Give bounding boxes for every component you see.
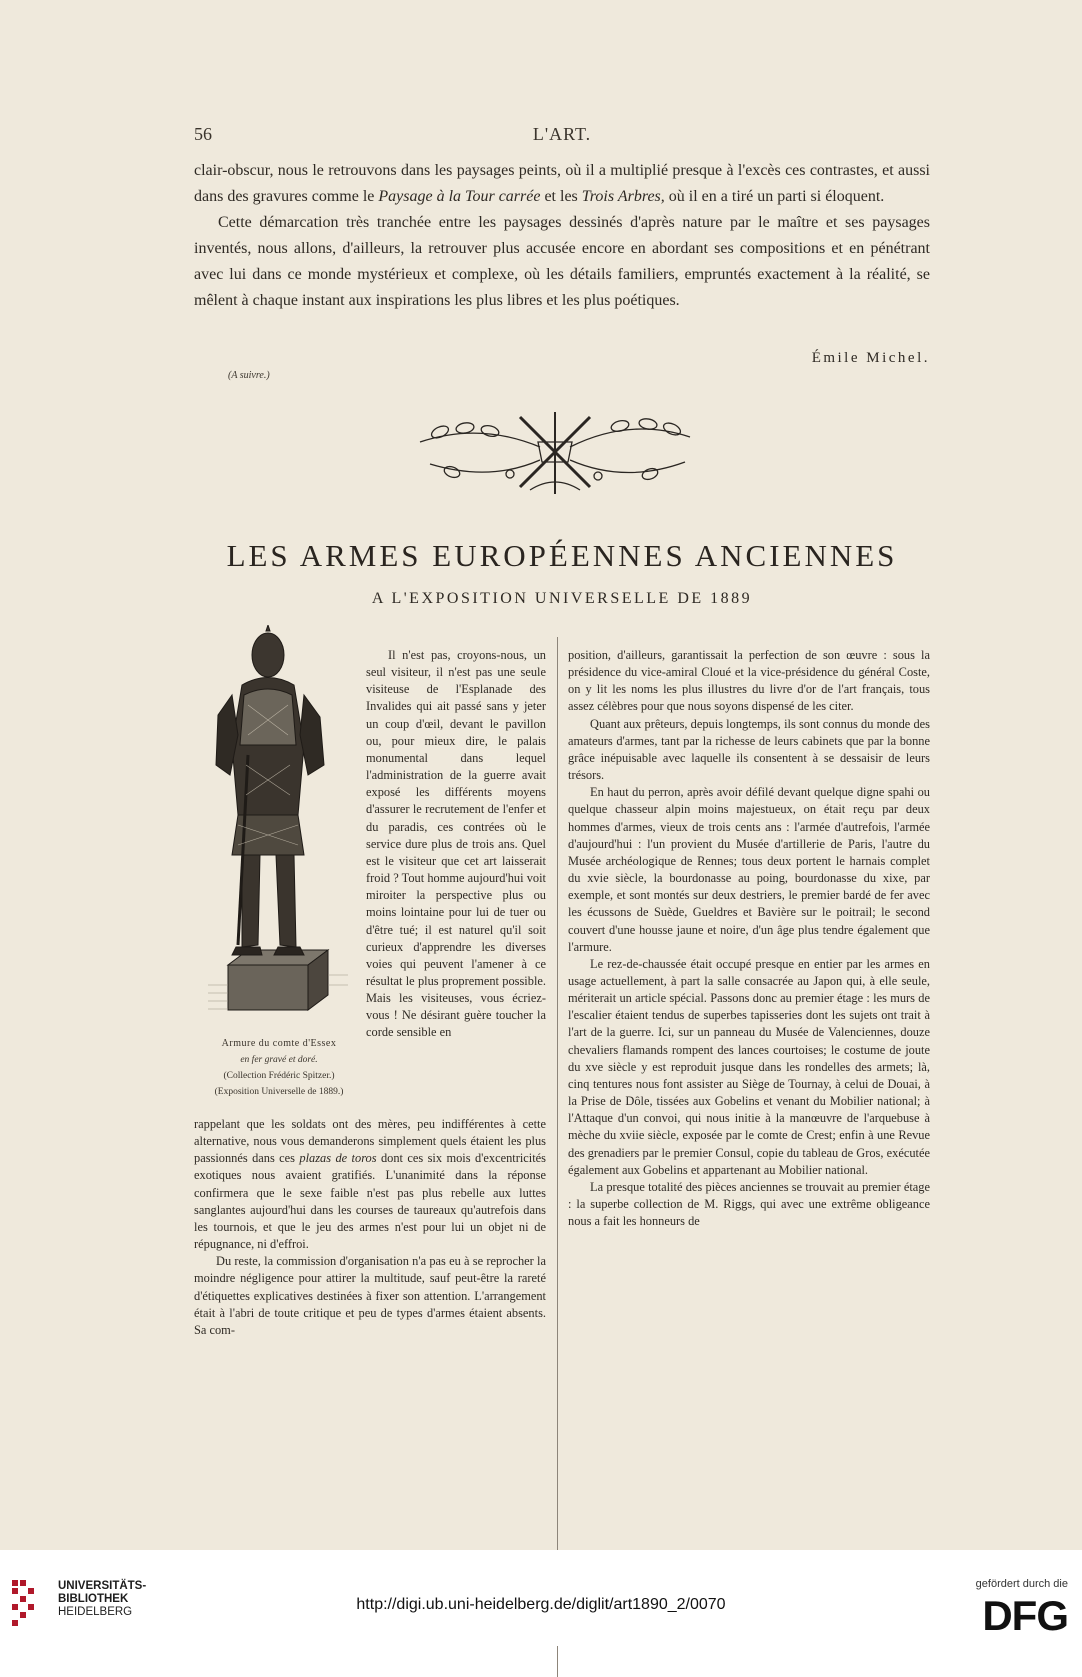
right-column [568, 647, 930, 1230]
intro-paragraph-2: Cette démarcation très tranchée entre les paysages dessinés d'après nature par le maître et ses paysages inventés, nous allons, d'ailleurs, la retrouver plus accusée encore en abordant ses compositions et en pénétrant avec lui dans ce monde mystérieux et complexe, où les détails familiers, empruntés exactement à la réalité, se mêlent à chaque instant aux inspirations les plus libres et les plus poétiques. [194, 214, 930, 309]
funding-label: gefördert durch die [975, 1578, 1068, 1590]
paragraph: Du reste, la commission d'organisation n'a pas eu à se reprocher la moindre négligence pour attirer la multitude, sauf peut-être la rareté d'étiquettes explicatives destinées à fixer son attention. L'arrangement était à l'abri de toute critique et peu de types d'armes étaient absents. Sa com- [194, 1254, 546, 1337]
decorative-vignette [410, 402, 700, 502]
figure-caption [194, 1036, 364, 1100]
left-column-top [366, 647, 546, 1042]
paragraph: En haut du perron, après avoir défilé devant quelque digne spahi ou quelque chasseur alpin moins majestueux, on était reçu par deux hommes d'armes, vieux de trois cents ans : l'armée d'autrefois, l'armée d'aujourd'hui : l'un provient du Musée d'artillerie de Paris, l'autre du Musée archéologique de Rennes; tous deux portent le harnais complet du xvie siècle, la bourdonasse au poing, bourdonasse du xixe, par exemple, et sont montés sur deux destriers, le premier bardé de fer avec les écussons de Suède, Gueldres et Bavière sur le poitrail; le second couvert d'une housse jaune et noire, d'un âge plus tendre également que l'armure. [568, 785, 930, 954]
page-header [194, 124, 930, 148]
to-be-continued: (A suivre.) [228, 370, 270, 381]
intro-paragraph-1: clair-obscur, nous le retrouvons dans les paysages peints, où il a multiplié presque à l'excès ces contrastes, et aussi dans des gravures comme le Paysage à la Tour carrée et les Trois Arbres, où il en a tiré un parti si éloquent. [194, 162, 930, 205]
intro-text [194, 158, 930, 314]
armor-illustration [208, 625, 348, 1025]
caption-title: Armure du comte d'Essex [221, 1038, 337, 1049]
running-title: L'ART. [532, 124, 592, 144]
university-library-name: UNIVERSITÄTS- BIBLIOTHEK HEIDELBERG [58, 1580, 147, 1618]
paragraph: La presque totalité des pièces anciennes se trouvait au premier étage : la superbe collection de M. Riggs, qui avec une extrême obligeance nous a fait les honneurs de [568, 1179, 930, 1229]
document-url[interactable]: http://digi.ub.uni-heidelberg.de/diglit/art1890_2/0070 [356, 1596, 726, 1613]
paragraph: Quant aux prêteurs, depuis longtemps, ils sont connus du monde des amateurs d'armes, tant par la richesse de leurs cabinets que par la bonne grâce inépuisable avec laquelle ils consentent à se dessaisir de leurs trésors. [568, 716, 930, 783]
viewer-footer [0, 1550, 1082, 1646]
paragraph: rappelant que les soldats ont des mères, peu indifférentes à cette alternative, nous vous demanderons simplement quels étaient les plus passionnés dans ces plazas de toros dont ces six mois d'excentricités exotiques nous avaient gratifiés. L'unanimité dans la réponse confirmera que le sexe faible n'est pas plus rebelle aux luttes sanglantes aujourd'hui dans les courses de taureaux qu'autrefois dans les tournois, et que le jeu des armes n'est pour lui un objet ni de répugnance, ni d'effroi. [194, 1117, 546, 1252]
author-signature: Émile Michel. [811, 350, 930, 366]
article-subtitle: A L'EXPOSITION UNIVERSELLE DE 1889 [371, 590, 753, 607]
caption-collection: (Collection Frédéric Spitzer.) [223, 1071, 335, 1081]
dfg-logo: DFG [982, 1592, 1068, 1639]
caption-material: en fer gravé et doré. [240, 1055, 318, 1065]
page-number: 56 [194, 124, 212, 144]
paragraph: position, d'ailleurs, garantissait la perfection de son œuvre : sous la présidence du vice-amiral Cloué et la vice-présidence du général Coste, on y lit les noms les plus illustres du livre d'or de l'art français, tous assez célèbres pour que nous soyons dispensé de les citer. [568, 648, 930, 714]
paragraph: Le rez-de-chaussée était occupé presque en entier par les armes en usage actuellement, à part la salle consacrée au Japon qui, à elle seule, mériterait un article spécial. Passons donc au premier étage : les murs de l'escalier étaient tendus de superbes tapisseries dont les sujets ont trait à l'art de la guerre. Ici, sur un panneau du Musée de Valenciennes, douze chevaliers flamands rompent des lances courtoises; le costume de joute du xve siècle y est reproduit jusque dans les rondelles des armets; là, cinq tentures nous font assister au Siège de Tournay, à celui de Douai, à la Prise de Dôle, tissées aux Gobelins et venant du Mobilier national; à l'Attaque d'un convoi, qui nous initie à la manœuvre de l'arquebuse à mèche du xviie siècle, exposée par le comte de Crest; enfin à une Revue des grenadiers par le premier Consul, copie du tableau de Gros, exécutée également aux Gobelins et appartenant au Mobilier national. [568, 956, 930, 1177]
caption-exhibition: (Exposition Universelle de 1889.) [214, 1087, 344, 1097]
left-column-bottom [194, 1116, 546, 1339]
column-divider [557, 637, 558, 1677]
paragraph: Il n'est pas, croyons-nous, un seul visiteur, il n'est pas une seule visiteuse de l'Esplanade des Invalides qui ait passé sans y jeter un coup d'œil, devant le pavillon ou, pour mieux dire, le palais monumental dans lequel l'administration de la guerre avait exposé les différents moyens d'assurer le recrutement de l'enfer et du paradis, ces contrées où le service dure plus de trois ans. Quel est le visiteur que cet art laisserait froid ? Tout homme aujourd'hui voit miroiter la perspective plus ou moins lointaine pour lui de tuer ou d'être tué; il est naturel qu'il soit curieux d'apprendre les diverses voies qui peuvent l'amener à ce résultat le plus proprement possible. Mais les visiteuses, vous écriez-vous ! Ne désirant guère toucher la corde sensible en [366, 648, 546, 1040]
article-title: LES ARMES EUROPÉENNES ANCIENNES [226, 538, 898, 573]
